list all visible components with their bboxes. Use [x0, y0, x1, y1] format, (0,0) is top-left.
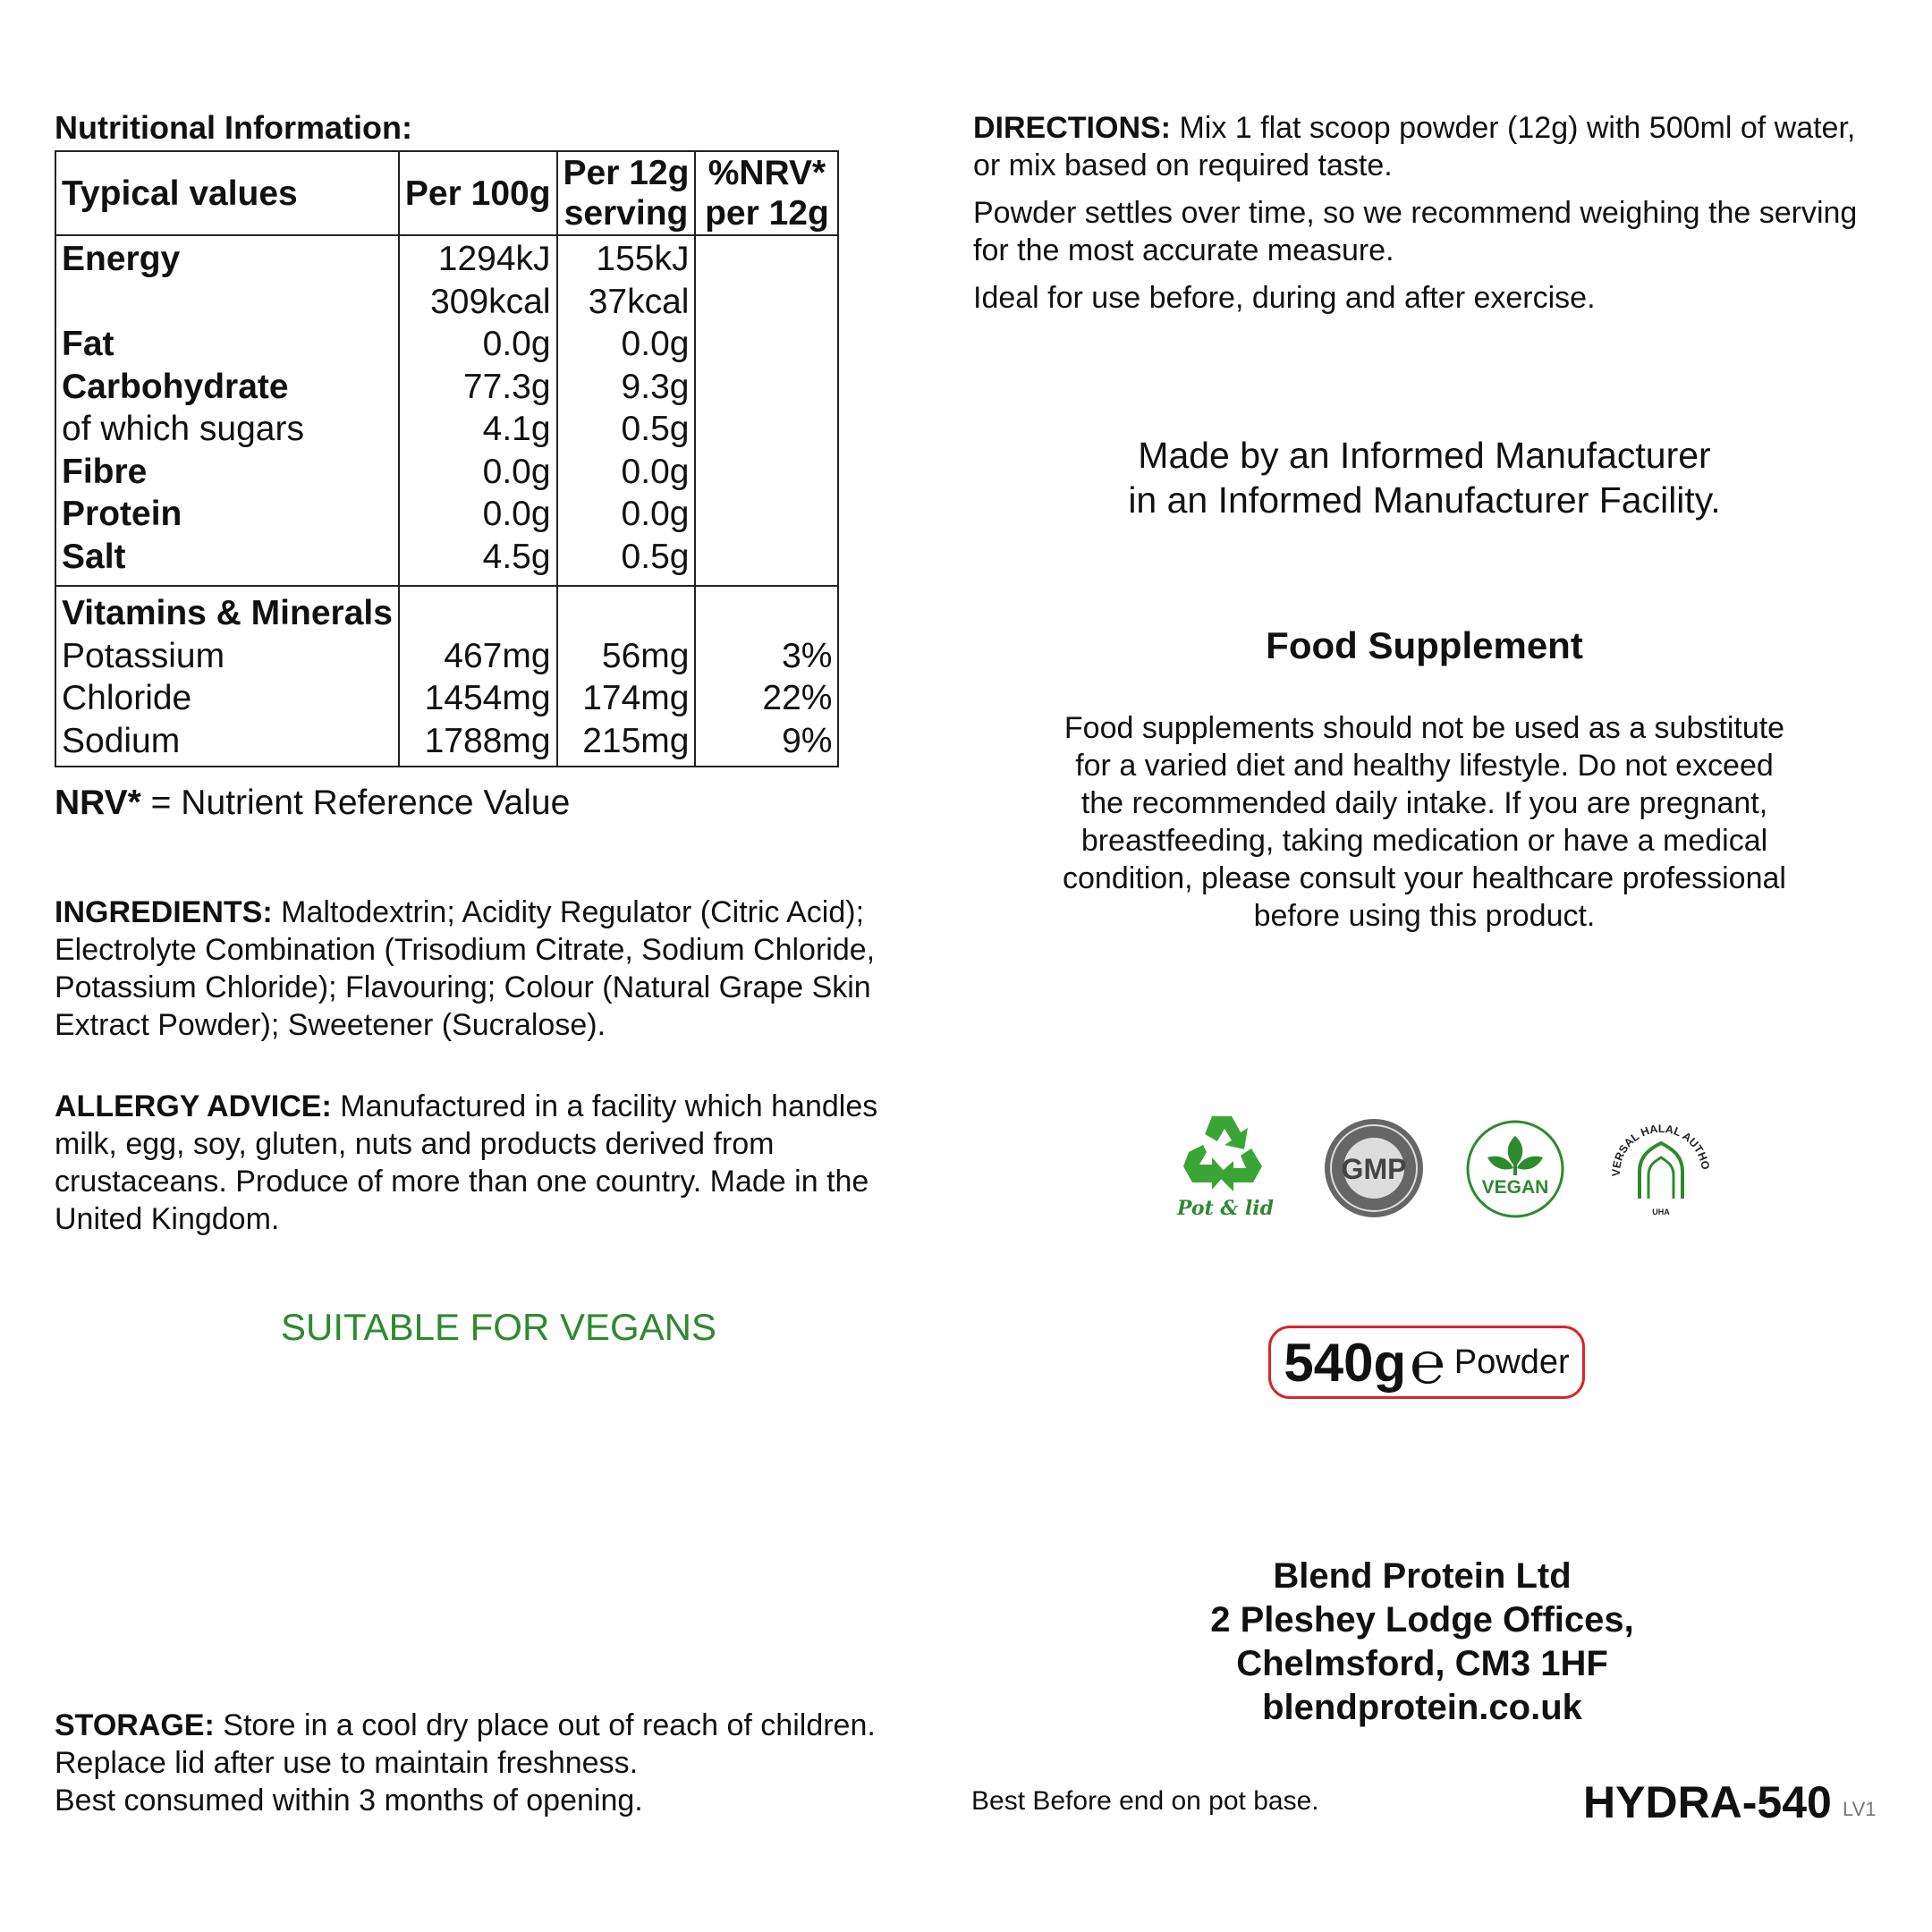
table-row [55, 408, 838, 451]
value-nrv [695, 281, 838, 324]
nutrition-table [55, 150, 839, 767]
informed-manufacturer-statement: Made by an Informed Manufacturer in an Informed Manufacturer Facility. [1128, 435, 1721, 521]
table-row [55, 677, 838, 720]
vegan-text: VEGAN [1481, 1177, 1549, 1198]
halal-icon [1606, 1109, 1716, 1224]
value-nrv [695, 451, 838, 494]
value-per-serving: 0.0g [557, 493, 696, 536]
halal-text: VERSAL HALAL AUTHO [1609, 1122, 1712, 1177]
value-per-serving: 0.0g [557, 323, 696, 366]
nutrient-name: Carbohydrate [55, 366, 399, 409]
label-version: LV1 [1843, 1798, 1877, 1820]
value-per-serving: 215mg [557, 720, 696, 767]
nrv-footnote: NRV* = Nutrient Reference Value [55, 784, 571, 822]
empty-cell [399, 586, 557, 635]
food-supplement-title: Food Supplement [1266, 624, 1583, 666]
table-row [55, 366, 838, 409]
food-supplement-warning: Food supplements should not be used as a substitute for a varied diet and healthy lifestyle. Do not exceed the recommended daily intake. If you are pregnant, breastfeeding, taking medication or have a medical condition, please consult your healthcare professional before using this product. [1063, 711, 1786, 933]
value-per-serving: 9.3g [557, 366, 696, 409]
table-row [55, 323, 838, 366]
nutrient-name: Salt [55, 536, 399, 587]
value-per-serving: 0.5g [557, 408, 696, 451]
recycle-caption: Pot & lid [1176, 1197, 1275, 1220]
value-nrv [695, 323, 838, 366]
allergy-advice-text: ALLERGY ADVICE: Manufactured in a facility which handles milk, egg, soy, gluten, nuts and products derived from crustaceans. Produce of more than one country. Made in the United Kingdom. [55, 1089, 878, 1236]
value-per-100g: 0.0g [399, 323, 557, 366]
header-typical-values: Typical values [55, 151, 399, 235]
header-per-100g: Per 100g [399, 151, 557, 235]
value-nrv [695, 493, 838, 536]
value-per-100g: 77.3g [399, 366, 557, 409]
value-nrv [695, 536, 838, 587]
vitamins-minerals-title: Vitamins & Minerals [55, 586, 399, 635]
nutrient-name: of which sugars [55, 408, 399, 451]
nutrient-name: Fibre [55, 451, 399, 494]
nutrient-name [55, 281, 399, 324]
product-form: Powder [1453, 1343, 1570, 1381]
nutrition-title: Nutritional Information: [55, 109, 412, 146]
header-per-serving: Per 12g serving [557, 151, 696, 235]
value-nrv [695, 366, 838, 409]
table-row [55, 720, 838, 767]
value-per-serving: 0.0g [557, 451, 696, 494]
value-per-100g: 0.0g [399, 493, 557, 536]
value-per-100g: 309kcal [399, 281, 557, 324]
table-row [55, 451, 838, 494]
product-code: HYDRA-540 [1583, 1777, 1832, 1827]
vegan-icon [1464, 1118, 1566, 1224]
value-per-100g: 1788mg [399, 720, 557, 767]
value-per-100g: 1294kJ [399, 235, 557, 281]
table-row [55, 493, 838, 536]
empty-cell [557, 586, 696, 635]
company-address: Blend Protein Ltd 2 Pleshey Lodge Offices, Chelmsford, CM3 1HF blendprotein.co.uk [1210, 1556, 1634, 1727]
value-nrv: 3% [695, 635, 838, 678]
mineral-name: Sodium [55, 720, 399, 767]
value-nrv: 22% [695, 677, 838, 720]
nutrient-name: Protein [55, 493, 399, 536]
mineral-name: Potassium [55, 635, 399, 678]
ingredients-text: INGREDIENTS: Maltodextrin; Acidity Regulator (Citric Acid); Electrolyte Combination (Trisodium Citrate, Sodium Chloride, Potassium Chloride); Flavouring; Colour (Natural Grape Skin Extract Powder); Sweetener (Sucralose). [55, 895, 876, 1042]
value-per-100g: 467mg [399, 635, 557, 678]
mineral-name: Chloride [55, 677, 399, 720]
table-header-row [55, 151, 838, 235]
best-before-note: Best Before end on pot base. [971, 1786, 1319, 1816]
vegan-statement: SUITABLE FOR VEGANS [281, 1306, 716, 1348]
recycle-icon [1176, 1109, 1275, 1225]
value-per-serving: 37kcal [557, 281, 696, 324]
table-row [55, 235, 838, 281]
storage-text: STORAGE: Store in a cool dry place out of reach of children. Replace lid after use to maintain freshness. Best consumed within 3 months of opening. [55, 1708, 876, 1818]
gmp-icon [1322, 1116, 1426, 1224]
value-per-100g: 1454mg [399, 677, 557, 720]
value-nrv [695, 408, 838, 451]
estimated-sign-icon: ℮ [1410, 1329, 1445, 1395]
halal-small-text: UHA [1652, 1208, 1670, 1216]
vitamins-minerals-header-row [55, 586, 838, 635]
empty-cell [695, 586, 838, 635]
header-nrv: %NRV* per 12g [695, 151, 838, 235]
value-per-100g: 4.1g [399, 408, 557, 451]
directions-text: DIRECTIONS: Mix 1 flat scoop powder (12g) with 500ml of water, or mix based on required taste. Powder settles over time, so we recommend weighing the serving for the most accurate measure. Ideal for use before, during and after exercise. [973, 111, 1858, 315]
value-per-serving: 0.5g [557, 536, 696, 587]
table-row [55, 281, 838, 324]
table-row [55, 536, 838, 587]
net-weight-value: 540g [1284, 1332, 1407, 1393]
value-nrv: 9% [695, 720, 838, 767]
gmp-text: GMP [1341, 1153, 1407, 1185]
net-weight-badge [1268, 1326, 1585, 1399]
nutrient-name: Fat [55, 323, 399, 366]
value-per-100g: 0.0g [399, 451, 557, 494]
value-per-100g: 4.5g [399, 536, 557, 587]
nutrient-name: Energy [55, 235, 399, 281]
value-per-serving: 56mg [557, 635, 696, 678]
table-row [55, 635, 838, 678]
value-per-serving: 155kJ [557, 235, 696, 281]
value-per-serving: 174mg [557, 677, 696, 720]
value-nrv [695, 235, 838, 281]
